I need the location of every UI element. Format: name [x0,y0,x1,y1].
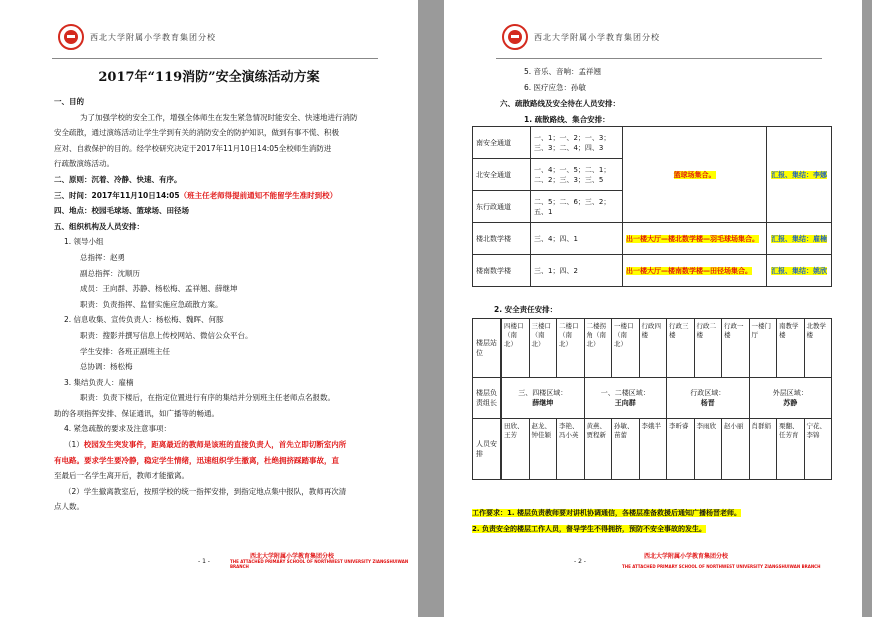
staff-cell: 赵小丽 [721,419,749,479]
text-span: （2）学生撤离教室后，按照学校的统一指挥安排，到指定地点集中报队，教师再次清 [64,486,347,496]
staff-cell: 李雨欣 [694,419,722,479]
text-line [54,390,378,406]
route-row [473,255,832,287]
text-span: 学生安排：各班正副班主任 [80,346,170,356]
group-label: 三、四楼区域： [518,389,568,397]
emphasis-text: 校园发生突发事件，距离最近的教师是该班的直接负责人，首先立即切断室内所 [83,440,347,450]
assemble-text: 篮球场集合。 [673,170,716,179]
page-header [502,24,660,50]
page-header [58,24,216,50]
staff-cell: 肖群娟 [749,419,777,479]
staff-cell: 田欣、王芳 [501,419,529,479]
route-row [473,223,832,255]
route-name: 北安全通道 [473,159,531,191]
note-text: 2. 负责安全的楼层工作人员，督导学生不得拥挤，预防不安全事故的发生。 [472,525,706,533]
text-span: 为了加强学校的安全工作，增强全体师生在发生紧急情况时能安全、快速地进行消防 [80,112,358,122]
text-span: 职责：负责下楼后，在指定位置进行有序的集结并分别班主任老师点名报数。 [80,393,335,403]
text-line [54,110,378,126]
text-line [54,219,378,235]
staff-cell: 李艳、冯小英 [556,419,584,479]
text-span: 五、组织机构及人员安排： [54,221,144,231]
group-label: 外层区域： [772,389,808,397]
text-line: 5. 音乐、音响：孟祥翘 [524,67,602,76]
route-assemble-2 [623,223,767,255]
group-leader [584,378,667,418]
route-assemble-3 [623,255,767,287]
duty-column: 行政四楼 [639,319,667,377]
route-name: 楼北数学楼 [473,223,531,255]
page1-body [54,94,378,515]
text-line: 6. 医疗应急：孙敏 [524,83,587,92]
text-span: 安全疏散，通过演练活动让学生学到有关的消防安全的防护知识，做到有事不慌、积极 [54,128,339,138]
text-span: 1. 领导小组 [64,237,104,247]
text-span: 4. 紧急疏散的要求及注意事项： [64,424,172,434]
staff-cell: 赵龙、钟佳颖 [529,419,557,479]
duty-column: 一楼口（南北） [611,319,639,377]
text-line [54,344,378,360]
header-school-name: 西北大学附属小学教育集团分校 [534,32,660,42]
text-line [54,250,378,266]
route-assemble-1 [623,127,767,223]
document-title: 2017年“119消防”安全演练活动方案 [98,70,320,85]
text-span: 助的各项指挥安排、保证通讯，如广播等的畅通。 [54,408,219,418]
text-span: 一、目的 [54,97,84,106]
duty-column: 四楼口（南北） [501,319,529,377]
route-report-3 [767,255,832,287]
text-line: 1. 疏散路线、集合安排： [524,115,610,124]
text-line [54,94,378,110]
text-line: 六、疏散路线及安全待在人员安排： [500,99,620,108]
assemble-text: 出一楼大厅—楼南数学楼—田径场集合。 [626,266,752,275]
report-text: 汇报、集结：雇楠 [771,234,828,243]
report-text: 汇报、集结：李娜 [771,170,828,179]
route-classes: 二、5；二、6；三、2；五、1 [531,191,623,223]
group-leaders [501,378,831,418]
text-span: 行疏散演练活动。 [54,159,114,169]
duty-row-head: 楼层站位 [473,319,501,378]
school-logo-icon [58,24,84,50]
text-line [54,125,378,141]
text-span: 至最后一名学生离开后，教师才能撤离。 [54,471,189,481]
duty-column: 北教学楼 [804,319,832,377]
group-label: 一、二楼区域： [600,389,650,397]
route-report-1 [767,127,832,223]
duty-column: 南教学楼 [776,319,804,377]
text-line [54,453,378,469]
staff-cell: 宁花、李锦 [804,419,832,479]
text-line [54,234,378,250]
duty-column: 二楼拐角（南北） [584,319,612,377]
footer-cn: 西北大学附属小学教育集团分校 [644,553,729,560]
text-line [54,468,378,484]
route-classes: 三、4；四、1 [531,223,623,255]
text-span: 总协调：杨松梅 [80,362,133,372]
group-label: 行政区域： [690,389,726,397]
assemble-text: 出一楼大厅—楼北数学楼—羽毛球场集合。 [626,234,759,243]
text-line [54,172,378,188]
staff-cell: 栗翻、任芳育 [776,419,804,479]
header-divider [52,58,378,59]
staff-cell: 李娥半 [639,419,667,479]
text-line [54,406,378,422]
note-line [472,521,832,537]
route-report-2 [767,223,832,255]
text-span: 四、地点：校园毛球场、篮球场、田径场 [54,206,189,216]
route-row [473,127,832,159]
text-span: 副总指挥：沈顺历 [80,268,140,278]
page-number: - 2 - [574,558,586,565]
text-span: 3. 集结负责人：雇楠 [64,377,134,387]
group-leader [749,378,832,418]
text-span: 应对、自救保护的目的。经学校研究决定于2017年11月10日14:05全校师生消防进 [54,143,332,153]
text-span: 2. 信息收集、宣传负责人：杨松梅、魏晖、何豚 [64,315,224,325]
text-line [54,359,378,375]
text-line [54,297,378,313]
text-span: 职责：负责指挥、监督实施应急疏散方案。 [80,299,223,309]
text-line [54,266,378,282]
text-line [54,375,378,391]
text-line [54,421,378,437]
note-text: 工作要求：1. 楼层负责教师要对讲机协调通信，各楼层准备救援后通知广播杨晋老师。 [472,509,741,517]
route-table [472,126,832,287]
route-classes: 一、4；一、5；二、1；二、2；三、3；三、5 [531,159,623,191]
text-span: 点人数。 [54,502,84,512]
text-line [54,437,378,453]
group-leader [666,378,749,418]
text-line [54,156,378,172]
text-line [54,484,378,500]
group-name: 苏静 [783,399,798,407]
route-name: 南安全通道 [473,127,531,159]
duty-columns [501,319,831,377]
duty-column: 行政三楼 [666,319,694,377]
section-duty-title: 2. 安全责任安排： [494,305,558,314]
header-divider [496,58,822,59]
report-text: 汇报、集结：姚欣 [771,266,828,275]
footer-en: THE ATTACHED PRIMARY SCHOOL OF NORTHWEST UNIVERSITY ZIANGSHUIWAN BRANCH [622,564,821,569]
text-span: （1） [64,440,84,450]
duty-column: 三楼口（南北） [529,319,557,377]
route-classes: 一、1；一、2；一、3；三、3；二、4；四、3 [531,127,623,159]
staff-cell: 孙敏、苗蕾 [611,419,639,479]
staff-row-head: 人员安排 [473,419,501,480]
staff-cell: 黄燕、贾程新 [584,419,612,479]
route-name: 楼南数学楼 [473,255,531,287]
header-school-name: 西北大学附属小学教育集团分校 [90,32,216,42]
text-span: 总指挥：赵勇 [80,252,125,262]
group-name: 薛继坤 [532,399,554,407]
text-line [54,499,378,515]
group-name: 王向群 [614,399,636,407]
page-number: - 1 - [198,558,210,565]
duty-column: 行政二楼 [694,319,722,377]
footer-cn: 西北大学附属小学教育集团分校 [250,553,335,560]
document-page-2 [444,0,862,617]
duty-column: 一楼门厅 [749,319,777,377]
duty-column: 二楼口（南北） [556,319,584,377]
text-line [54,203,378,219]
text-span: 二、原则：沉着、冷静、快速、有序。 [54,174,182,184]
school-logo-icon [502,24,528,50]
emphasis-text: （班主任老师得提前通知不能留学生准时到校） [179,190,338,200]
duty-column: 行政一楼 [721,319,749,377]
emphasis-text: 有电路。要求学生要冷静，稳定学生情绪，迅速组织学生撤离，杜绝拥挤踩踏事故，直 [54,455,339,465]
note-line [472,505,832,521]
text-line [54,141,378,157]
staff-cell: 李昕睿 [666,419,694,479]
text-span: 职责：搜影并撰写信息上传校网站、微信公众平台。 [80,330,253,340]
route-classes: 三、1；四、2 [531,255,623,287]
staff-assignments [501,419,831,479]
text-span: 成员：王向群、苏静、杨松梅、孟祥翘、薛继坤 [80,284,238,294]
text-line [54,281,378,297]
text-line [54,188,378,204]
text-span: 三、时间：2017年11月10日14:05 [54,190,180,200]
text-line [54,328,378,344]
page2-body [490,64,832,128]
route-name: 东行政通道 [473,191,531,223]
text-line [54,312,378,328]
group-leader [501,378,584,418]
document-page-1 [0,0,418,617]
group-name: 杨晋 [700,399,715,407]
footer-en: THE ATTACHED PRIMARY SCHOOL OF NORTHWEST UNIVERSITY ZIANGSHUIWAN BRANCH [230,559,409,569]
duty-table [472,318,832,480]
group-row-head: 楼层负责组长 [473,378,501,419]
work-requirements [472,505,832,537]
